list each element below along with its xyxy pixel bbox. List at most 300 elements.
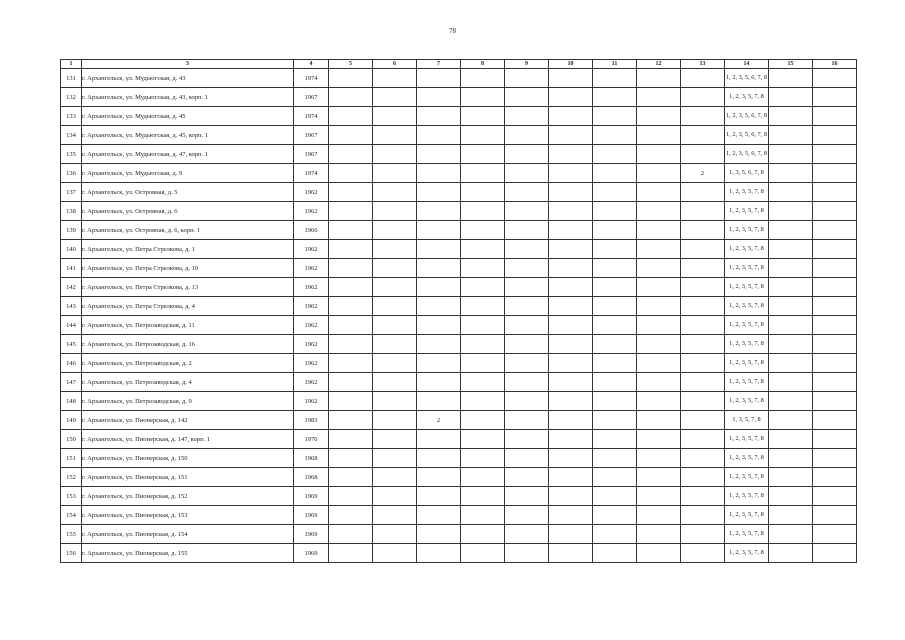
year-cell: 1970 <box>294 430 329 449</box>
col10-cell <box>549 411 593 430</box>
row-number: 133 <box>61 107 82 126</box>
row-number: 137 <box>61 183 82 202</box>
col15-cell <box>769 449 813 468</box>
year-cell: 1969 <box>294 525 329 544</box>
table-row <box>61 221 857 240</box>
col8-cell <box>461 126 505 145</box>
col15-cell <box>769 297 813 316</box>
col5-cell <box>329 544 373 563</box>
col16-cell <box>813 316 857 335</box>
col12-cell <box>637 525 681 544</box>
table-row <box>61 183 857 202</box>
col11-cell <box>593 430 637 449</box>
col8-cell <box>461 164 505 183</box>
col9-cell <box>505 487 549 506</box>
year-cell: 1962 <box>294 316 329 335</box>
col10-cell <box>549 392 593 411</box>
table-row <box>61 240 857 259</box>
row-number: 149 <box>61 411 82 430</box>
col15-cell <box>769 392 813 411</box>
col15-cell <box>769 69 813 88</box>
col10-cell <box>549 544 593 563</box>
col15-cell <box>769 506 813 525</box>
col15-cell <box>769 487 813 506</box>
col6-cell <box>373 126 417 145</box>
col8-cell <box>461 468 505 487</box>
column-header-10: 10 <box>549 60 593 69</box>
col9-cell <box>505 88 549 107</box>
col8-cell <box>461 183 505 202</box>
row-number: 141 <box>61 259 82 278</box>
year-cell: 1962 <box>294 335 329 354</box>
col13-cell <box>681 221 725 240</box>
column-header-8: 8 <box>461 60 505 69</box>
col12-cell <box>637 411 681 430</box>
col12-cell <box>637 316 681 335</box>
col14-cell: 1, 3, 5, 6, 7, 8 <box>725 164 769 183</box>
table-row <box>61 449 857 468</box>
col7-cell <box>417 297 461 316</box>
col15-cell <box>769 278 813 297</box>
col6-cell <box>373 335 417 354</box>
col11-cell <box>593 449 637 468</box>
col10-cell <box>549 449 593 468</box>
col9-cell <box>505 544 549 563</box>
col12-cell <box>637 240 681 259</box>
col14-cell: 1, 2, 3, 5, 7, 8 <box>725 449 769 468</box>
col13-cell <box>681 145 725 164</box>
col5-cell <box>329 468 373 487</box>
col12-cell <box>637 468 681 487</box>
row-number: 152 <box>61 468 82 487</box>
col13-cell <box>681 373 725 392</box>
col15-cell <box>769 373 813 392</box>
col9-cell <box>505 392 549 411</box>
table-row <box>61 411 857 430</box>
col9-cell <box>505 316 549 335</box>
row-number: 143 <box>61 297 82 316</box>
col6-cell <box>373 297 417 316</box>
col10-cell <box>549 278 593 297</box>
address-cell: г. Архангельск, ул. Пионерская, д. 155 <box>82 544 294 563</box>
col10-cell <box>549 202 593 221</box>
col9-cell <box>505 145 549 164</box>
col5-cell <box>329 392 373 411</box>
col11-cell <box>593 278 637 297</box>
col13-cell <box>681 449 725 468</box>
address-cell: г. Архангельск, ул. Петра Стрелкова, д. 13 <box>82 278 294 297</box>
col12-cell <box>637 278 681 297</box>
col7-cell <box>417 449 461 468</box>
col6-cell <box>373 316 417 335</box>
col10-cell <box>549 316 593 335</box>
col7-cell: 2 <box>417 411 461 430</box>
col9-cell <box>505 468 549 487</box>
col14-cell: 1, 2, 3, 5, 7, 8 <box>725 259 769 278</box>
col6-cell <box>373 278 417 297</box>
col7-cell <box>417 468 461 487</box>
col7-cell <box>417 544 461 563</box>
col7-cell <box>417 69 461 88</box>
col7-cell <box>417 392 461 411</box>
col7-cell <box>417 240 461 259</box>
col6-cell <box>373 259 417 278</box>
col10-cell <box>549 487 593 506</box>
col8-cell <box>461 202 505 221</box>
table-body <box>61 69 857 563</box>
col5-cell <box>329 430 373 449</box>
col12-cell <box>637 544 681 563</box>
col5-cell <box>329 278 373 297</box>
col8-cell <box>461 430 505 449</box>
col10-cell <box>549 373 593 392</box>
col16-cell <box>813 164 857 183</box>
col6-cell <box>373 525 417 544</box>
col10-cell <box>549 221 593 240</box>
col8-cell <box>461 354 505 373</box>
row-number: 155 <box>61 525 82 544</box>
col11-cell <box>593 544 637 563</box>
col7-cell <box>417 430 461 449</box>
year-cell: 1966 <box>294 221 329 240</box>
col15-cell <box>769 164 813 183</box>
col6-cell <box>373 221 417 240</box>
column-header-6: 6 <box>373 60 417 69</box>
col16-cell <box>813 126 857 145</box>
col11-cell <box>593 525 637 544</box>
address-cell: г. Архангельск, ул. Мудьюгская, д. 43 <box>82 69 294 88</box>
row-number: 151 <box>61 449 82 468</box>
row-number: 148 <box>61 392 82 411</box>
col9-cell <box>505 164 549 183</box>
col5-cell <box>329 126 373 145</box>
col5-cell <box>329 449 373 468</box>
address-cell: г. Архангельск, ул. Мудьюгская, д. 47, корп. 1 <box>82 145 294 164</box>
col13-cell <box>681 107 725 126</box>
col14-cell: 1, 2, 3, 5, 7, 8 <box>725 278 769 297</box>
table-row <box>61 107 857 126</box>
row-number: 139 <box>61 221 82 240</box>
col6-cell <box>373 392 417 411</box>
col13-cell <box>681 525 725 544</box>
col9-cell <box>505 411 549 430</box>
row-number: 132 <box>61 88 82 107</box>
col10-cell <box>549 354 593 373</box>
col11-cell <box>593 221 637 240</box>
col14-cell: 1, 2, 3, 5, 7, 8 <box>725 392 769 411</box>
col11-cell <box>593 468 637 487</box>
col6-cell <box>373 202 417 221</box>
col16-cell <box>813 88 857 107</box>
col8-cell <box>461 411 505 430</box>
address-cell: г. Архангельск, ул. Петрозаводская, д. 2 <box>82 354 294 373</box>
col11-cell <box>593 411 637 430</box>
col11-cell <box>593 335 637 354</box>
column-header-11: 11 <box>593 60 637 69</box>
col10-cell <box>549 145 593 164</box>
col5-cell <box>329 335 373 354</box>
col14-cell: 1, 2, 3, 5, 7, 8 <box>725 506 769 525</box>
col8-cell <box>461 145 505 164</box>
col8-cell <box>461 69 505 88</box>
col11-cell <box>593 126 637 145</box>
column-header-14: 14 <box>725 60 769 69</box>
year-cell: 1974 <box>294 164 329 183</box>
col11-cell <box>593 316 637 335</box>
col6-cell <box>373 145 417 164</box>
col15-cell <box>769 240 813 259</box>
col14-cell: 1, 2, 3, 5, 7, 8 <box>725 202 769 221</box>
table-row <box>61 145 857 164</box>
col12-cell <box>637 221 681 240</box>
col16-cell <box>813 297 857 316</box>
col7-cell <box>417 259 461 278</box>
col14-cell: 1, 2, 3, 5, 7, 8 <box>725 240 769 259</box>
col6-cell <box>373 164 417 183</box>
address-cell: г. Архангельск, ул. Мудьюгская, д. 9 <box>82 164 294 183</box>
col6-cell <box>373 487 417 506</box>
table-row <box>61 69 857 88</box>
year-cell: 1962 <box>294 392 329 411</box>
col14-cell: 1, 2, 3, 5, 6, 7, 8 <box>725 107 769 126</box>
col9-cell <box>505 373 549 392</box>
col9-cell <box>505 259 549 278</box>
col5-cell <box>329 107 373 126</box>
col15-cell <box>769 202 813 221</box>
col12-cell <box>637 449 681 468</box>
address-cell: г. Архангельск, ул. Мудьюгская, д. 43, корп. 1 <box>82 88 294 107</box>
col12-cell <box>637 202 681 221</box>
col11-cell <box>593 202 637 221</box>
col15-cell <box>769 88 813 107</box>
column-header-12: 12 <box>637 60 681 69</box>
col14-cell: 1, 2, 3, 5, 6, 7, 8 <box>725 126 769 145</box>
col7-cell <box>417 202 461 221</box>
address-cell: г. Архангельск, ул. Островная, д. 6, корп. 1 <box>82 221 294 240</box>
address-cell: г. Архангельск, ул. Петрозаводская, д. 16 <box>82 335 294 354</box>
col5-cell <box>329 487 373 506</box>
col13-cell <box>681 544 725 563</box>
col7-cell <box>417 316 461 335</box>
col11-cell <box>593 107 637 126</box>
col5-cell <box>329 525 373 544</box>
col13-cell <box>681 335 725 354</box>
col5-cell <box>329 411 373 430</box>
table-row <box>61 88 857 107</box>
column-header-15: 15 <box>769 60 813 69</box>
col10-cell <box>549 506 593 525</box>
col8-cell <box>461 506 505 525</box>
row-number: 131 <box>61 69 82 88</box>
col5-cell <box>329 221 373 240</box>
year-cell: 1983 <box>294 411 329 430</box>
col14-cell: 1, 2, 3, 5, 7, 8 <box>725 373 769 392</box>
year-cell: 1967 <box>294 88 329 107</box>
buildings-table <box>60 59 857 563</box>
col16-cell <box>813 487 857 506</box>
col7-cell <box>417 373 461 392</box>
col11-cell <box>593 297 637 316</box>
column-header-16: 16 <box>813 60 857 69</box>
address-cell: г. Архангельск, ул. Мудьюгская, д. 45 <box>82 107 294 126</box>
column-header-4: 4 <box>294 60 329 69</box>
year-cell: 1967 <box>294 145 329 164</box>
col15-cell <box>769 525 813 544</box>
col15-cell <box>769 183 813 202</box>
table-row <box>61 430 857 449</box>
col16-cell <box>813 183 857 202</box>
row-number: 156 <box>61 544 82 563</box>
col5-cell <box>329 373 373 392</box>
col6-cell <box>373 430 417 449</box>
col16-cell <box>813 468 857 487</box>
col8-cell <box>461 525 505 544</box>
col6-cell <box>373 69 417 88</box>
address-cell: г. Архангельск, ул. Петрозаводская, д. 9 <box>82 392 294 411</box>
row-number: 144 <box>61 316 82 335</box>
col12-cell <box>637 506 681 525</box>
col10-cell <box>549 164 593 183</box>
address-cell: г. Архангельск, ул. Пионерская, д. 147, корп. 1 <box>82 430 294 449</box>
col6-cell <box>373 506 417 525</box>
table-row <box>61 259 857 278</box>
col6-cell <box>373 449 417 468</box>
col12-cell <box>637 183 681 202</box>
year-cell: 1962 <box>294 259 329 278</box>
table-row <box>61 297 857 316</box>
col7-cell <box>417 487 461 506</box>
address-cell: г. Архангельск, ул. Мудьюгская, д. 45, корп. 1 <box>82 126 294 145</box>
col16-cell <box>813 544 857 563</box>
col16-cell <box>813 506 857 525</box>
table-row <box>61 487 857 506</box>
col13-cell <box>681 468 725 487</box>
col15-cell <box>769 411 813 430</box>
address-cell: г. Архангельск, ул. Петра Стрелкова, д. 4 <box>82 297 294 316</box>
year-cell: 1974 <box>294 107 329 126</box>
year-cell: 1962 <box>294 297 329 316</box>
col11-cell <box>593 145 637 164</box>
col15-cell <box>769 316 813 335</box>
address-cell: г. Архангельск, ул. Пионерская, д. 151 <box>82 468 294 487</box>
col12-cell <box>637 297 681 316</box>
col14-cell: 1, 2, 3, 5, 6, 7, 8 <box>725 69 769 88</box>
col8-cell <box>461 335 505 354</box>
col8-cell <box>461 373 505 392</box>
col10-cell <box>549 335 593 354</box>
col13-cell <box>681 354 725 373</box>
col16-cell <box>813 145 857 164</box>
year-cell: 1962 <box>294 373 329 392</box>
col16-cell <box>813 202 857 221</box>
row-number: 150 <box>61 430 82 449</box>
col14-cell: 1, 2, 3, 5, 7, 8 <box>725 221 769 240</box>
col9-cell <box>505 354 549 373</box>
col5-cell <box>329 354 373 373</box>
col14-cell: 1, 2, 3, 5, 7, 8 <box>725 297 769 316</box>
year-cell: 1974 <box>294 69 329 88</box>
col14-cell: 1, 2, 3, 5, 7, 8 <box>725 354 769 373</box>
col9-cell <box>505 525 549 544</box>
col16-cell <box>813 392 857 411</box>
table-row <box>61 468 857 487</box>
col15-cell <box>769 107 813 126</box>
row-number: 134 <box>61 126 82 145</box>
table-header-row <box>61 60 857 69</box>
col7-cell <box>417 506 461 525</box>
col9-cell <box>505 240 549 259</box>
col5-cell <box>329 164 373 183</box>
col7-cell <box>417 164 461 183</box>
col12-cell <box>637 354 681 373</box>
col13-cell <box>681 88 725 107</box>
col14-cell: 1, 2, 3, 5, 7, 8 <box>725 88 769 107</box>
year-cell: 1969 <box>294 506 329 525</box>
col12-cell <box>637 164 681 183</box>
year-cell: 1962 <box>294 240 329 259</box>
col7-cell <box>417 354 461 373</box>
column-header-9: 9 <box>505 60 549 69</box>
col16-cell <box>813 449 857 468</box>
col9-cell <box>505 107 549 126</box>
col16-cell <box>813 525 857 544</box>
col6-cell <box>373 183 417 202</box>
col16-cell <box>813 259 857 278</box>
col12-cell <box>637 335 681 354</box>
address-cell: г. Архангельск, ул. Петра Стрелкова, д. 1 <box>82 240 294 259</box>
table-row <box>61 354 857 373</box>
table-row <box>61 506 857 525</box>
col6-cell <box>373 240 417 259</box>
col11-cell <box>593 164 637 183</box>
col13-cell <box>681 240 725 259</box>
address-cell: г. Архангельск, ул. Петрозаводская, д. 11 <box>82 316 294 335</box>
col9-cell <box>505 297 549 316</box>
col12-cell <box>637 430 681 449</box>
col10-cell <box>549 430 593 449</box>
col6-cell <box>373 411 417 430</box>
col7-cell <box>417 126 461 145</box>
col15-cell <box>769 259 813 278</box>
col8-cell <box>461 449 505 468</box>
row-number: 136 <box>61 164 82 183</box>
col14-cell: 1, 3, 5, 7, 8 <box>725 411 769 430</box>
col10-cell <box>549 468 593 487</box>
col14-cell: 1, 2, 3, 5, 7, 8 <box>725 430 769 449</box>
col15-cell <box>769 544 813 563</box>
address-cell: г. Архангельск, ул. Пионерская, д. 152 <box>82 487 294 506</box>
year-cell: 1962 <box>294 278 329 297</box>
address-cell: г. Архангельск, ул. Пионерская, д. 153 <box>82 506 294 525</box>
col12-cell <box>637 107 681 126</box>
col8-cell <box>461 316 505 335</box>
table-row <box>61 126 857 145</box>
column-header-3: 3 <box>82 60 294 69</box>
col9-cell <box>505 506 549 525</box>
col13-cell <box>681 392 725 411</box>
col10-cell <box>549 126 593 145</box>
address-cell: г. Архангельск, ул. Пионерская, д. 142 <box>82 411 294 430</box>
col5-cell <box>329 506 373 525</box>
col6-cell <box>373 354 417 373</box>
year-cell: 1962 <box>294 354 329 373</box>
column-header-13: 13 <box>681 60 725 69</box>
col16-cell <box>813 430 857 449</box>
col5-cell <box>329 202 373 221</box>
col16-cell <box>813 373 857 392</box>
col8-cell <box>461 392 505 411</box>
year-cell: 1968 <box>294 449 329 468</box>
